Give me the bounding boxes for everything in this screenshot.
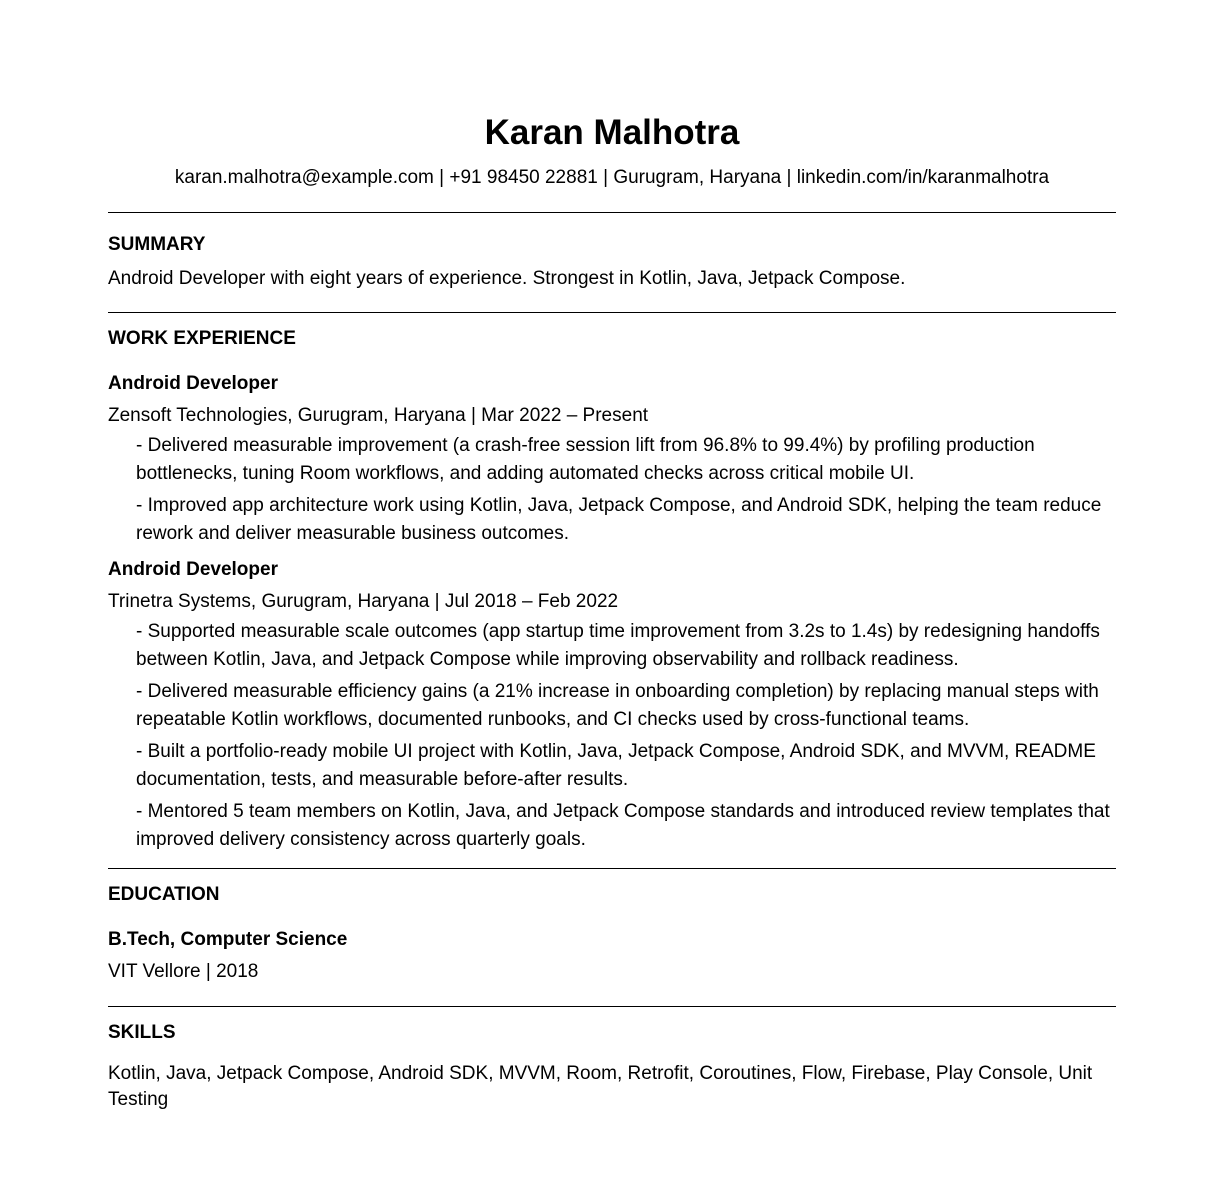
job-title: Android Developer <box>108 373 278 394</box>
job-title: Android Developer <box>108 559 278 580</box>
contact-line: karan.malhotra@example.com | +91 98450 22881 | Gurugram, Haryana | linkedin.com/in/karanmalhotra <box>174 167 1050 188</box>
bullet-item: - Delivered measurable improvement (a crash-free session lift from 96.8% to 99.4%) by profiling production bottlenecks, tuning Room workflows, and adding automated checks across critical mobile UI. <box>136 435 1035 484</box>
bullet-item: - Improved app architecture work using Kotlin, Java, Jetpack Compose, and Android SDK, helping the team reduce rework and deliver measurable business outcomes. <box>136 495 1102 544</box>
resume-page <box>108 0 1116 1113</box>
bullet-item: - Built a portfolio-ready mobile UI project with Kotlin, Java, Jetpack Compose, Android SDK, and MVVM, README documentation, tests, and measurable before-after results. <box>136 741 1096 790</box>
candidate-name: Karan Malhotra <box>484 113 740 152</box>
job-entry <box>108 372 1116 548</box>
section-title-summary: SUMMARY <box>108 234 206 255</box>
section-title-experience: WORK EXPERIENCE <box>108 328 296 349</box>
skills-section <box>108 1007 1116 1113</box>
degree-title: B.Tech, Computer Science <box>108 929 348 950</box>
section-title-skills: SKILLS <box>108 1022 176 1043</box>
section-title-education: EDUCATION <box>108 884 220 905</box>
summary-text: Android Developer with eight years of experience. Strongest in Kotlin, Java, Jetpack Compose. <box>108 268 906 289</box>
job-bullets <box>108 432 1116 548</box>
bullet-item: - Mentored 5 team members on Kotlin, Java, and Jetpack Compose standards and introduced review templates that improved delivery consistency across quarterly goals. <box>136 801 1110 850</box>
job-entry <box>108 558 1116 854</box>
job-bullets <box>108 618 1116 854</box>
experience-section <box>108 313 1116 854</box>
bullet-item: - Supported measurable scale outcomes (app startup time improvement from 3.2s to 1.4s) by redesigning handoffs between Kotlin, Java, and Jetpack Compose while improving observability and rollback readiness. <box>136 621 1100 670</box>
bullet-item: - Delivered measurable efficiency gains (a 21% increase in onboarding completion) by replacing manual steps with repeatable Kotlin workflows, documented runbooks, and CI checks used by cross-functional teams. <box>136 681 1099 730</box>
job-meta: Zensoft Technologies, Gurugram, Haryana | Mar 2022 – Present <box>108 405 649 426</box>
summary-section <box>108 213 1116 292</box>
skills-text: Kotlin, Java, Jetpack Compose, Android SDK, MVVM, Room, Retrofit, Coroutines, Flow, Firebase, Play Console, Unit Testing <box>108 1063 1093 1110</box>
job-meta: Trinetra Systems, Gurugram, Haryana | Jul 2018 – Feb 2022 <box>108 591 619 612</box>
education-meta: VIT Vellore | 2018 <box>108 961 259 982</box>
education-section <box>108 869 1116 984</box>
